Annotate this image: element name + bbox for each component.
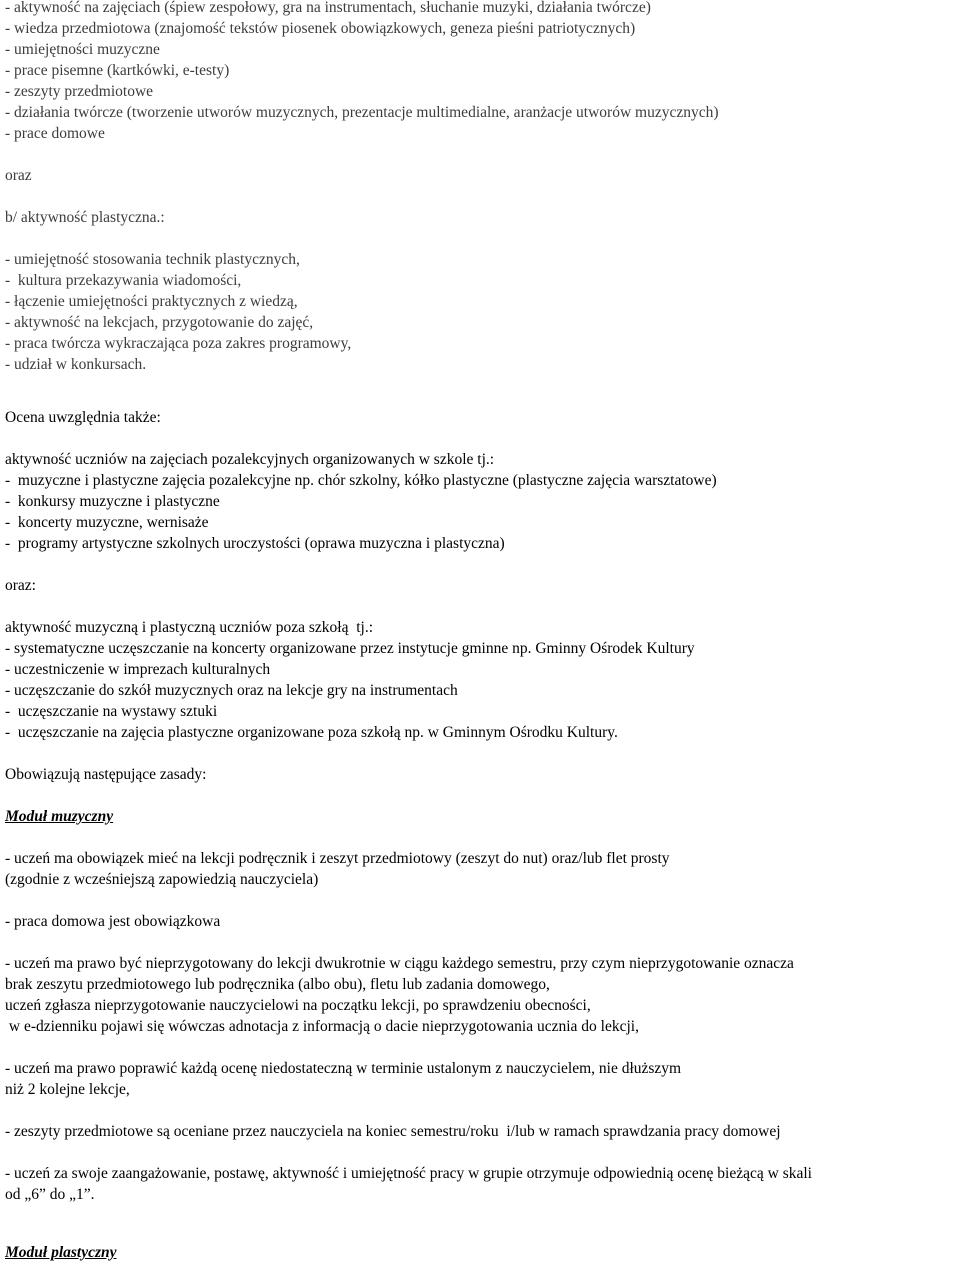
list-item: - prace pisemne (kartkówki, e-testy) bbox=[5, 62, 230, 79]
school-activity-heading: aktywność uczniów na zajęciach pozalekcyjnych organizowanych w szkole tj.: bbox=[5, 451, 495, 468]
rule-item bbox=[5, 953, 960, 1037]
rule-line: - uczeń ma prawo być nieprzygotowany do lekcji dwukrotnie w ciągu każdego semestru, przy czym nieprzygotowanie oznacza bbox=[5, 955, 794, 972]
list-item: - koncerty muzyczne, wernisaże bbox=[5, 514, 209, 531]
list-item: - muzyczne i plastyczne zajęcia pozalekcyjne np. chór szkolny, kółko plastyczne (plastyczne zajęcia warsztatowe) bbox=[5, 472, 717, 489]
rule-item bbox=[5, 848, 960, 890]
list-item: - zeszyty przedmiotowe bbox=[5, 83, 154, 100]
rule-line: - uczeń ma prawo poprawić każdą ocenę niedostateczną w terminie ustalonym z nauczycielem, nie dłuższym bbox=[5, 1060, 682, 1077]
list-item: - uczęszczanie na wystawy sztuki bbox=[5, 703, 218, 720]
list-item: - uczęszczanie do szkół muzycznych oraz na lekcje gry na instrumentach bbox=[5, 682, 458, 699]
also-heading: Ocena uwzględnia także: bbox=[5, 409, 161, 426]
rule-line: niż 2 kolejne lekcje, bbox=[5, 1081, 130, 1098]
rule-line: uczeń zgłasza nieprzygotowanie nauczycielowi na początku lekcji, po sprawdzeniu obecności, bbox=[5, 997, 591, 1014]
rule-line: od „6” do „1”. bbox=[5, 1186, 95, 1203]
list-item: - uczęszczanie na zajęcia plastyczne organizowane poza szkołą np. w Gminnym Ośrodku Kultury. bbox=[5, 724, 618, 741]
list-item: - udział w konkursach. bbox=[5, 356, 147, 373]
list-item: - aktywność na zajęciach (śpiew zespołowy, gra na instrumentach, słuchanie muzyki, działania twórcze) bbox=[5, 0, 651, 16]
list-item: - uczestniczenie w imprezach kulturalnych bbox=[5, 661, 271, 678]
art-criteria-list bbox=[5, 249, 960, 375]
outside-activity-list bbox=[5, 638, 960, 743]
conjunction-text: oraz bbox=[5, 167, 32, 184]
conjunction-text: oraz: bbox=[5, 577, 36, 594]
list-item: - konkursy muzyczne i plastyczne bbox=[5, 493, 220, 510]
rule-line: - uczeń za swoje zaangażowanie, postawę, aktywność i umiejętność pracy w grupie otrzymuje odpowiednią ocenę bieżącą w skali bbox=[5, 1165, 812, 1182]
list-item: - systematyczne uczęszczanie na koncerty organizowane przez instytucje gminne np. Gminny Ośrodek Kultury bbox=[5, 640, 695, 657]
module-music-title: Moduł muzyczny bbox=[5, 808, 114, 825]
list-item: - prace domowe bbox=[5, 125, 105, 142]
art-heading: b/ aktywność plastyczna.: bbox=[5, 209, 165, 226]
document-page bbox=[5, 0, 960, 1263]
music-criteria-list bbox=[5, 0, 960, 144]
list-item: - umiejętności muzyczne bbox=[5, 41, 160, 58]
rule-item: - zeszyty przedmiotowe są oceniane przez nauczyciela na koniec semestru/roku i/lub w ramach sprawdzania pracy domowej bbox=[5, 1123, 781, 1140]
list-item: - łączenie umiejętności praktycznych z wiedzą, bbox=[5, 293, 298, 310]
list-item: - kultura przekazywania wiadomości, bbox=[5, 272, 242, 289]
school-activity-list bbox=[5, 470, 960, 554]
outside-activity-heading: aktywność muzyczną i plastyczną uczniów poza szkołą tj.: bbox=[5, 619, 373, 636]
list-item: - działania twórcze (tworzenie utworów muzycznych, prezentacje multimedialne, aranżacje utworów muzycznych) bbox=[5, 104, 719, 121]
list-item: - praca twórcza wykraczająca poza zakres programowy, bbox=[5, 335, 352, 352]
rules-heading: Obowiązują następujące zasady: bbox=[5, 766, 207, 783]
rule-item bbox=[5, 1163, 960, 1205]
list-item: - wiedza przedmiotowa (znajomość tekstów piosenek obowiązkowych, geneza pieśni patriotycznych) bbox=[5, 20, 636, 37]
module-art-title: Moduł plastyczny bbox=[5, 1244, 117, 1261]
rule-line: (zgodnie z wcześniejszą zapowiedzią nauczyciela) bbox=[5, 871, 319, 888]
rule-item: - praca domowa jest obowiązkowa bbox=[5, 913, 221, 930]
list-item: - aktywność na lekcjach, przygotowanie do zajęć, bbox=[5, 314, 314, 331]
list-item: - programy artystyczne szkolnych uroczystości (oprawa muzyczna i plastyczna) bbox=[5, 535, 505, 552]
list-item: - umiejętność stosowania technik plastycznych, bbox=[5, 251, 300, 268]
rule-line: brak zeszytu przedmiotowego lub podręcznika (albo obu), fletu lub zadania domowego, bbox=[5, 976, 550, 993]
rule-line: - uczeń ma obowiązek mieć na lekcji podręcznik i zeszyt przedmiotowy (zeszyt do nut) oraz/lub flet prosty bbox=[5, 850, 670, 867]
rule-line: w e-dzienniku pojawi się wówczas adnotacja z informacją o dacie nieprzygotowania ucznia do lekcji, bbox=[5, 1018, 639, 1035]
rule-item bbox=[5, 1058, 960, 1100]
